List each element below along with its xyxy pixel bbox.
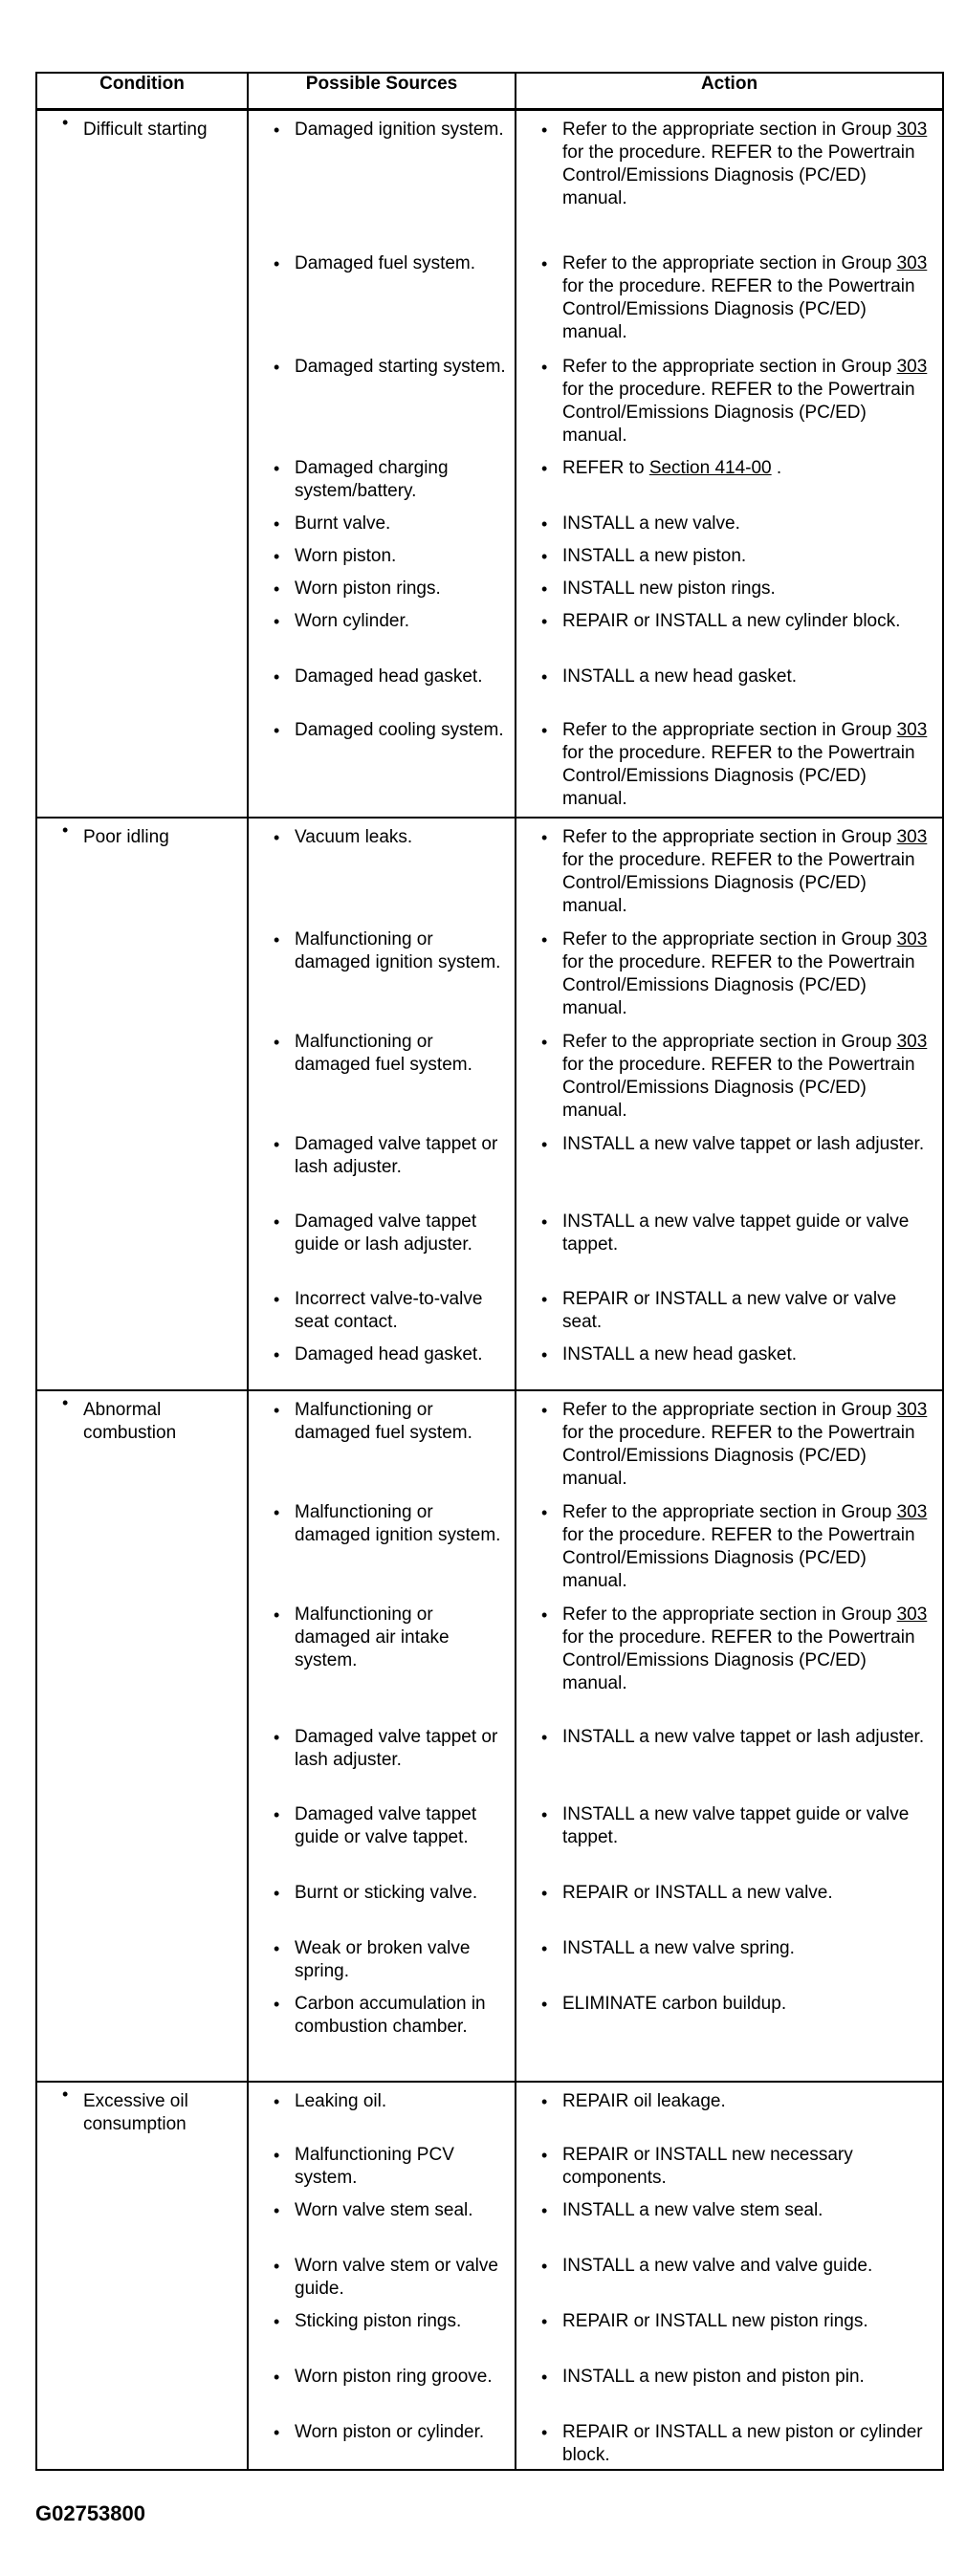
sources-actions-cell — [248, 1390, 943, 2082]
action-cell — [516, 537, 942, 570]
possible-source-text: • Damaged valve tappet or lash adjuster. — [249, 1133, 515, 1179]
action-text: • REPAIR or INSTALL a new piston or cylinder block. — [516, 2421, 942, 2467]
condition-group — [36, 2082, 943, 2470]
possible-source-cell — [249, 111, 516, 245]
action-cell — [516, 245, 942, 348]
cross-reference-link[interactable]: 303 — [896, 253, 928, 273]
action-text: • REPAIR or INSTALL a new cylinder block. — [516, 610, 942, 633]
action-text: • Refer to the appropriate section in Group 303 for the procedure. REFER to the Powertrain Control/Emissions Diagnosis (PC/ED) manual. — [516, 356, 942, 448]
table-row — [249, 1125, 942, 1203]
possible-source-text: • Weak or broken valve spring. — [249, 1937, 515, 1983]
table-row — [249, 2192, 942, 2247]
possible-source-cell — [249, 537, 516, 570]
action-text: • Refer to the appropriate section in Group 303 for the procedure. REFER to the Powertrain Control/Emissions Diagnosis (PC/ED) manual. — [516, 719, 942, 811]
condition-cell — [36, 2082, 248, 2470]
cross-reference-link[interactable]: Section 414-00 — [648, 458, 772, 478]
action-cell — [516, 1796, 942, 1874]
table-row — [249, 602, 942, 658]
possible-source-cell — [249, 1930, 516, 1985]
action-cell — [516, 2083, 942, 2136]
action-cell — [516, 2136, 942, 2192]
possible-source-cell — [249, 1874, 516, 1930]
table-row — [249, 2247, 942, 2303]
action-text: • INSTALL a new valve tappet or lash adjuster. — [516, 1726, 942, 1749]
table-row — [249, 1203, 942, 1280]
possible-source-text: • Damaged ignition system. — [249, 119, 515, 142]
condition-text: • Poor idling — [37, 819, 247, 849]
cross-reference-link[interactable]: 303 — [896, 120, 928, 140]
action-cell — [516, 2303, 942, 2358]
possible-source-cell — [249, 2413, 516, 2469]
possible-source-cell — [249, 2303, 516, 2358]
action-text: • INSTALL new piston rings. — [516, 578, 942, 600]
possible-source-text: • Worn valve stem or valve guide. — [249, 2255, 515, 2301]
action-cell — [516, 819, 942, 921]
possible-source-cell — [249, 711, 516, 817]
possible-source-text: • Damaged head gasket. — [249, 666, 515, 688]
possible-source-text: • Malfunctioning or damaged fuel system. — [249, 1399, 515, 1445]
possible-source-cell — [249, 2247, 516, 2303]
action-cell — [516, 2358, 942, 2413]
table-row — [249, 1391, 942, 1494]
table-row — [249, 1023, 942, 1125]
action-cell — [516, 1718, 942, 1796]
possible-source-cell — [249, 1494, 516, 1596]
table-row — [249, 2083, 942, 2136]
table-row — [249, 111, 942, 245]
table-row — [249, 449, 942, 505]
action-text: • INSTALL a new valve spring. — [516, 1937, 942, 1960]
table-row — [249, 1494, 942, 1596]
condition-cell — [36, 1390, 248, 2082]
figure-id: G02753800 — [35, 2501, 145, 2525]
action-text: • INSTALL a new valve stem seal. — [516, 2199, 942, 2222]
possible-source-cell — [249, 1985, 516, 2081]
possible-source-text: • Worn piston ring groove. — [249, 2366, 515, 2389]
cross-reference-link[interactable]: 303 — [896, 929, 928, 950]
action-cell — [516, 1596, 942, 1718]
action-text: • REPAIR or INSTALL new necessary components. — [516, 2144, 942, 2190]
table-row — [249, 505, 942, 537]
possible-source-text: • Incorrect valve-to-valve seat contact. — [249, 1288, 515, 1334]
table-row — [249, 1796, 942, 1874]
possible-source-text: • Damaged starting system. — [249, 356, 515, 379]
possible-source-cell — [249, 2358, 516, 2413]
table-row — [249, 245, 942, 348]
action-cell — [516, 1391, 942, 1494]
action-text: • INSTALL a new valve tappet guide or valve tappet. — [516, 1803, 942, 1849]
header-action: Action — [516, 73, 943, 110]
action-cell — [516, 505, 942, 537]
sources-actions-cell — [248, 110, 943, 819]
possible-source-text: • Leaking oil. — [249, 2090, 515, 2113]
possible-source-text: • Malfunctioning or damaged ignition system. — [249, 928, 515, 974]
possible-source-cell — [249, 1280, 516, 1336]
action-text: • ELIMINATE carbon buildup. — [516, 1993, 942, 2016]
action-cell — [516, 1023, 942, 1125]
possible-source-text: • Damaged charging system/battery. — [249, 457, 515, 503]
action-text: • INSTALL a new head gasket. — [516, 666, 942, 688]
diagnosis-table-container — [35, 72, 942, 2471]
condition-text: • Abnormal combustion — [37, 1391, 247, 1445]
cross-reference-link[interactable]: 303 — [896, 1032, 928, 1052]
cross-reference-link[interactable]: 303 — [896, 1400, 928, 1420]
action-text: • Refer to the appropriate section in Group 303 for the procedure. REFER to the Powertrain Control/Emissions Diagnosis (PC/ED) manual. — [516, 928, 942, 1020]
possible-source-cell — [249, 505, 516, 537]
possible-source-cell — [249, 245, 516, 348]
action-text: • Refer to the appropriate section in Group 303 for the procedure. REFER to the Powertrain Control/Emissions Diagnosis (PC/ED) manual. — [516, 826, 942, 918]
possible-source-cell — [249, 1391, 516, 1494]
condition-group — [36, 1390, 943, 2082]
possible-source-text: • Worn piston rings. — [249, 578, 515, 600]
possible-source-cell — [249, 921, 516, 1023]
action-text: • Refer to the appropriate section in Group 303 for the procedure. REFER to the Powertrain Control/Emissions Diagnosis (PC/ED) manual. — [516, 1399, 942, 1491]
action-cell — [516, 1125, 942, 1203]
action-text: • Refer to the appropriate section in Group 303 for the procedure. REFER to the Powertrain Control/Emissions Diagnosis (PC/ED) manual. — [516, 119, 942, 210]
action-cell — [516, 2192, 942, 2247]
possible-source-text: • Worn piston. — [249, 545, 515, 568]
table-row — [249, 711, 942, 817]
table-row — [249, 2136, 942, 2192]
table-row — [249, 2358, 942, 2413]
condition-cell — [36, 110, 248, 819]
possible-source-text: • Malfunctioning or damaged fuel system. — [249, 1031, 515, 1077]
action-text: • REPAIR or INSTALL new piston rings. — [516, 2310, 942, 2333]
possible-source-cell — [249, 658, 516, 711]
action-cell — [516, 570, 942, 602]
action-text: • INSTALL a new valve. — [516, 513, 942, 535]
possible-source-text: • Carbon accumulation in combustion chamber. — [249, 1993, 515, 2039]
action-cell — [516, 1494, 942, 1596]
possible-source-cell — [249, 1796, 516, 1874]
cross-reference-link[interactable]: 303 — [896, 1502, 928, 1522]
possible-source-cell — [249, 1336, 516, 1389]
action-text: • Refer to the appropriate section in Group 303 for the procedure. REFER to the Powertrain Control/Emissions Diagnosis (PC/ED) manual. — [516, 252, 942, 344]
action-cell — [516, 1985, 942, 2081]
table-row — [249, 921, 942, 1023]
possible-source-cell — [249, 1596, 516, 1718]
possible-source-cell — [249, 570, 516, 602]
table-row — [249, 2413, 942, 2469]
table-row — [249, 348, 942, 449]
action-text: • Refer to the appropriate section in Group 303 for the procedure. REFER to the Powertrain Control/Emissions Diagnosis (PC/ED) manual. — [516, 1501, 942, 1593]
action-text: • INSTALL a new piston and piston pin. — [516, 2366, 942, 2389]
possible-source-cell — [249, 348, 516, 449]
cross-reference-link[interactable]: 303 — [896, 357, 928, 377]
possible-source-text: • Damaged head gasket. — [249, 1343, 515, 1366]
possible-source-cell — [249, 2083, 516, 2136]
header-row — [36, 73, 943, 110]
action-cell — [516, 1874, 942, 1930]
header-possible-sources: Possible Sources — [248, 73, 516, 110]
possible-source-text: • Malfunctioning or damaged air intake system. — [249, 1604, 515, 1672]
possible-source-text: • Burnt valve. — [249, 513, 515, 535]
possible-source-text: • Malfunctioning or damaged ignition system. — [249, 1501, 515, 1547]
possible-source-text: • Damaged valve tappet guide or lash adjuster. — [249, 1211, 515, 1256]
action-text: • INSTALL a new valve tappet or lash adjuster. — [516, 1133, 942, 1156]
possible-source-cell — [249, 2192, 516, 2247]
header-condition: Condition — [36, 73, 248, 110]
action-cell — [516, 449, 942, 505]
sources-actions-cell — [248, 818, 943, 1390]
action-text: • INSTALL a new piston. — [516, 545, 942, 568]
possible-source-cell — [249, 819, 516, 921]
possible-source-text: • Vacuum leaks. — [249, 826, 515, 849]
possible-source-cell — [249, 1203, 516, 1280]
action-text: • Refer to the appropriate section in Group 303 for the procedure. REFER to the Powertrain Control/Emissions Diagnosis (PC/ED) manual. — [516, 1604, 942, 1695]
table-row — [249, 819, 942, 921]
action-cell — [516, 2413, 942, 2469]
condition-text: • Difficult starting — [37, 111, 247, 142]
table-row — [249, 1718, 942, 1796]
table-row — [249, 2303, 942, 2358]
action-cell — [516, 1336, 942, 1389]
diagnosis-table — [35, 72, 944, 2471]
possible-source-cell — [249, 2136, 516, 2192]
sources-actions-cell — [248, 2082, 943, 2470]
action-text: • Refer to the appropriate section in Group 303 for the procedure. REFER to the Powertrain Control/Emissions Diagnosis (PC/ED) manual. — [516, 1031, 942, 1123]
possible-source-cell — [249, 602, 516, 658]
action-text: • INSTALL a new valve tappet guide or valve tappet. — [516, 1211, 942, 1256]
condition-group — [36, 110, 943, 819]
action-text: • REFER to Section 414-00 . — [516, 457, 942, 480]
possible-source-cell — [249, 1023, 516, 1125]
possible-source-cell — [249, 1125, 516, 1203]
possible-source-text: • Damaged valve tappet or lash adjuster. — [249, 1726, 515, 1772]
action-text: • INSTALL a new valve and valve guide. — [516, 2255, 942, 2278]
condition-cell — [36, 818, 248, 1390]
table-row — [249, 570, 942, 602]
possible-source-text: • Burnt or sticking valve. — [249, 1882, 515, 1905]
possible-source-text: • Damaged valve tappet guide or valve tappet. — [249, 1803, 515, 1849]
table-row — [249, 1874, 942, 1930]
action-cell — [516, 1280, 942, 1336]
table-row — [249, 658, 942, 711]
possible-source-cell — [249, 449, 516, 505]
condition-group — [36, 818, 943, 1390]
possible-source-text: • Damaged fuel system. — [249, 252, 515, 275]
action-text: • REPAIR or INSTALL a new valve or valve seat. — [516, 1288, 942, 1334]
table-row — [249, 1930, 942, 1985]
table-row — [249, 1596, 942, 1718]
table-row — [249, 1280, 942, 1336]
possible-source-text: • Worn piston or cylinder. — [249, 2421, 515, 2444]
table-row — [249, 1336, 942, 1389]
possible-source-text: • Worn valve stem seal. — [249, 2199, 515, 2222]
action-cell — [516, 111, 942, 245]
action-cell — [516, 2247, 942, 2303]
cross-reference-link[interactable]: 303 — [896, 720, 928, 740]
action-text: • REPAIR oil leakage. — [516, 2090, 942, 2113]
action-cell — [516, 1930, 942, 1985]
possible-source-text: • Worn cylinder. — [249, 610, 515, 633]
action-cell — [516, 1203, 942, 1280]
action-text: • REPAIR or INSTALL a new valve. — [516, 1882, 942, 1905]
possible-source-cell — [249, 1718, 516, 1796]
action-text: • INSTALL a new head gasket. — [516, 1343, 942, 1366]
possible-source-text: • Damaged cooling system. — [249, 719, 515, 742]
condition-text: • Excessive oil consumption — [37, 2083, 247, 2136]
cross-reference-link[interactable]: 303 — [896, 827, 928, 847]
action-cell — [516, 711, 942, 817]
action-cell — [516, 658, 942, 711]
action-cell — [516, 602, 942, 658]
possible-source-text: • Sticking piston rings. — [249, 2310, 515, 2333]
action-cell — [516, 348, 942, 449]
table-row — [249, 537, 942, 570]
cross-reference-link[interactable]: 303 — [896, 1605, 928, 1625]
table-row — [249, 1985, 942, 2081]
action-cell — [516, 921, 942, 1023]
possible-source-text: • Malfunctioning PCV system. — [249, 2144, 515, 2190]
table-body — [36, 110, 943, 2471]
